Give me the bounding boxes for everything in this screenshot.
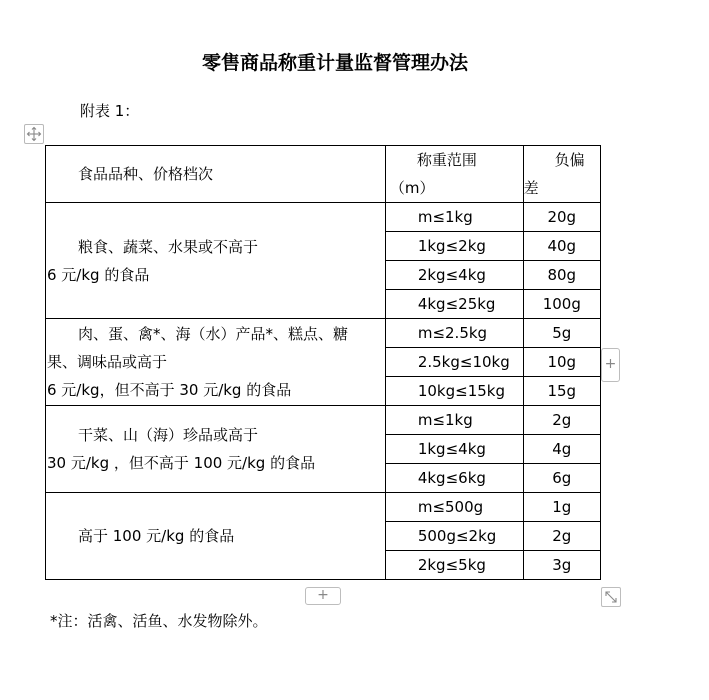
range-cell[interactable]: 500g≤2kg <box>385 522 523 551</box>
category-cell-2[interactable] <box>46 319 386 406</box>
table-row <box>46 493 601 522</box>
deviation-cell[interactable]: 6g <box>523 464 600 493</box>
range-cell[interactable]: 2kg≤4kg <box>385 261 523 290</box>
category-1-line1: 粮食、蔬菜、水果或不高于 <box>78 237 259 256</box>
move-arrows-icon <box>25 125 43 143</box>
plus-icon: + <box>317 587 329 603</box>
range-cell[interactable]: 10kg≤15kg <box>385 377 523 406</box>
range-cell[interactable]: m≤500g <box>385 493 523 522</box>
add-row-button[interactable] <box>305 587 341 605</box>
deviation-cell[interactable]: 5g <box>523 319 600 348</box>
plus-icon: + <box>604 356 617 372</box>
range-cell[interactable]: m≤2.5kg <box>385 319 523 348</box>
add-column-button[interactable] <box>601 348 620 382</box>
deviation-cell[interactable]: 1g <box>523 493 600 522</box>
category-cell-1[interactable] <box>46 203 386 319</box>
deviation-cell[interactable]: 100g <box>523 290 600 319</box>
deviation-cell[interactable]: 10g <box>523 348 600 377</box>
tolerance-table <box>45 145 601 580</box>
resize-diagonal-icon <box>602 588 620 606</box>
category-3-line1: 干菜、山（海）珍品或高于 <box>78 426 259 444</box>
deviation-cell[interactable]: 20g <box>523 203 600 232</box>
header-deviation-cell[interactable] <box>523 146 600 203</box>
deviation-cell[interactable]: 4g <box>523 435 600 464</box>
category-2-line2: 果、调味品或高于 <box>47 353 168 371</box>
header-range-cell[interactable] <box>385 146 523 203</box>
deviation-cell[interactable]: 3g <box>523 551 600 580</box>
range-cell[interactable]: 1kg≤2kg <box>385 232 523 261</box>
range-cell[interactable]: 2.5kg≤10kg <box>385 348 523 377</box>
deviation-cell[interactable]: 80g <box>523 261 600 290</box>
header-deviation-line2: 差 <box>523 179 539 197</box>
range-cell[interactable]: m≤1kg <box>385 406 523 435</box>
table-resize-handle[interactable] <box>601 587 621 607</box>
header-range-line2: （m） <box>389 179 435 197</box>
header-deviation-line1: 负偏 <box>554 151 585 169</box>
range-cell[interactable]: 4kg≤25kg <box>385 290 523 319</box>
range-cell[interactable]: 4kg≤6kg <box>385 464 523 493</box>
table-header-row <box>46 146 601 203</box>
deviation-cell[interactable]: 40g <box>523 232 600 261</box>
category-cell-4[interactable] <box>46 493 386 580</box>
deviation-cell[interactable]: 2g <box>523 522 600 551</box>
table-row <box>46 406 601 435</box>
appendix-label: 附表 1： <box>80 102 140 120</box>
category-cell-3[interactable] <box>46 406 386 493</box>
category-2-line3: 6 元/kg，但不高于 30 元/kg 的食品 <box>47 381 292 399</box>
category-1-line2: 6 元/kg 的食品 <box>47 265 150 284</box>
table-row <box>46 319 601 348</box>
category-4-line1: 高于 100 元/kg 的食品 <box>78 527 235 545</box>
category-3-line2: 30 元/kg ，但不高于 100 元/kg 的食品 <box>47 454 316 472</box>
deviation-cell[interactable]: 2g <box>523 406 600 435</box>
deviation-cell[interactable]: 15g <box>523 377 600 406</box>
footnote: *注：活禽、活鱼、水发物除外。 <box>50 612 268 630</box>
header-category-cell[interactable] <box>46 146 386 203</box>
header-category: 食品品种、价格档次 <box>78 165 214 183</box>
range-cell[interactable]: m≤1kg <box>385 203 523 232</box>
table-move-handle[interactable] <box>24 124 44 144</box>
header-range-line1: 称重范围 <box>416 151 477 169</box>
document-title: 零售商品称重计量监督管理办法 <box>201 52 468 74</box>
range-cell[interactable]: 1kg≤4kg <box>385 435 523 464</box>
table-row <box>46 203 601 232</box>
category-2-line1: 肉、蛋、禽*、海（水）产品*、糕点、糖 <box>78 325 349 343</box>
range-cell[interactable]: 2kg≤5kg <box>385 551 523 580</box>
